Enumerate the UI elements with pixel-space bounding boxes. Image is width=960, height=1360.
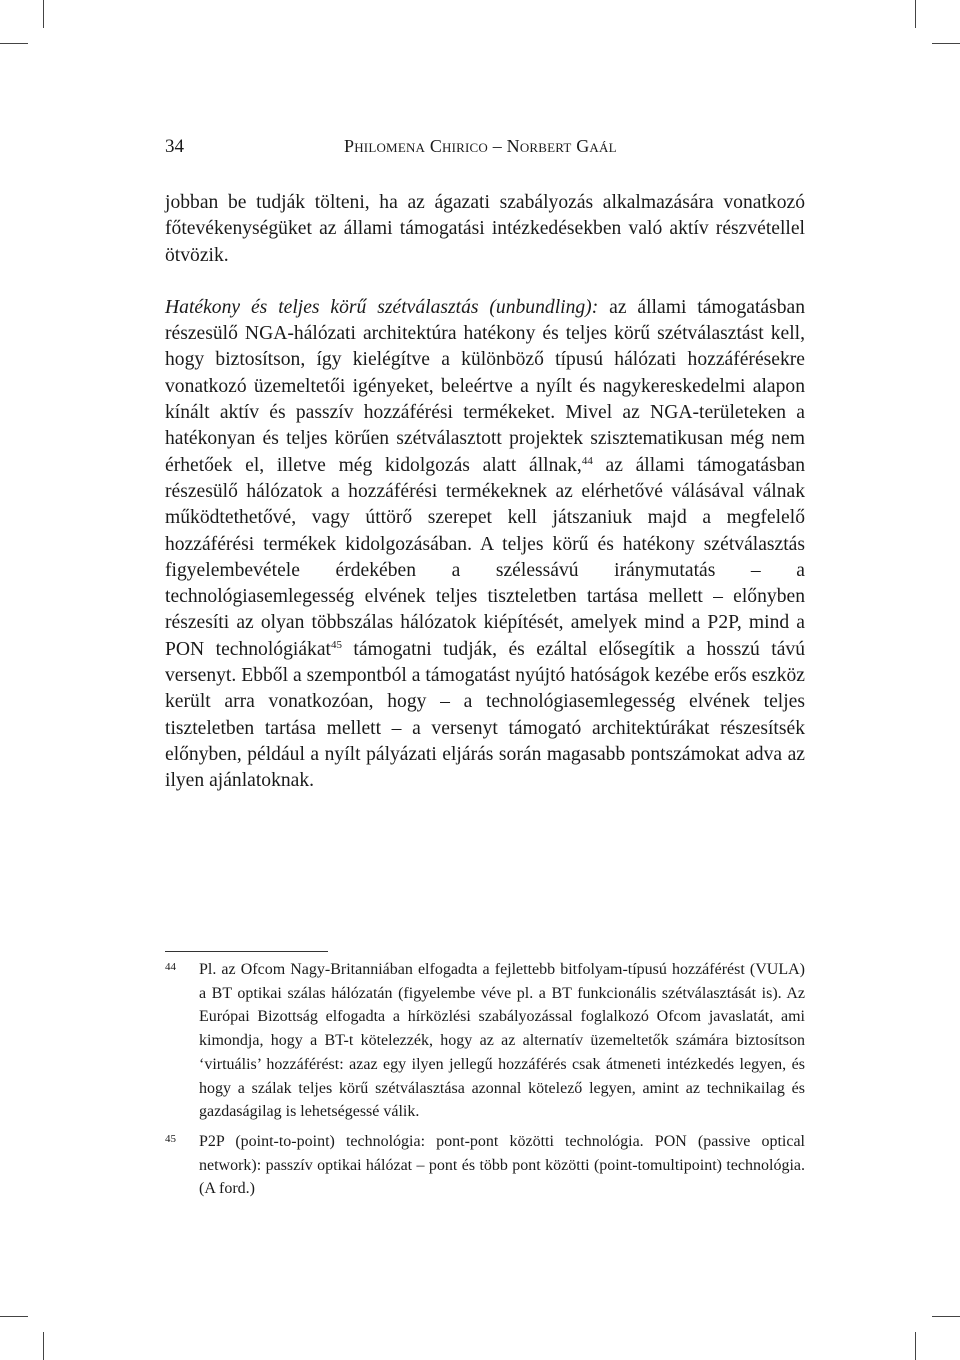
crop-mark-top-right-horizontal: [932, 43, 960, 44]
paragraph-2-text-part3: támogatni tudják, és ezáltal elősegítik a hosszú távú versenyt. Ebből a szempontból a támogatást nyújtó hatóságok kezébe erős eszköz került arra vonatkozóan, hogy – a technológiasemlegesség elvének teljes tiszteletben tartása mellett – a versenyt támogató architektúrákat részesítsék előnyben, például a nyílt pályázati eljárás során magasabb pontszámokat adva az ilyen ajánlatoknak.: [165, 638, 805, 792]
paragraph-2-text-part1: az állami támogatásban részesülő NGA-hálózati architektúra hatékony és teljes körű szétválasztást kell, hogy biztosítson, így kielégítve a különböző típusú hálózati hozzáférésekre vonatkozó üzemeltetői igényeket, beleértve a nyílt és nagykereskedelmi alapon kínált aktív és passzív hozzáférési termékeket. Mivel az NGA-területeken a hatékonyan és teljes körűen szétválasztott projektek szisztematikusan még nem érhetőek el, illetve még kidolgozás alatt állnak,: [165, 296, 806, 476]
crop-mark-bottom-right-vertical: [915, 1332, 916, 1360]
paragraph-2-lead: Hatékony és teljes körű szétválasztás (unbundling):: [165, 296, 599, 318]
footnote-ref-45[interactable]: 45: [330, 638, 342, 651]
footnote-text: P2P (point-to-point) technológia: pont-pont közötti technológia. PON (passive optical network): passzív optikai hálózat – pont és több pont közötti (point-tomultipoint) technológia. (A ford.): [199, 1132, 805, 1198]
crop-mark-top-left-horizontal: [0, 43, 28, 44]
footnote-rule: [165, 951, 328, 952]
footnote-text: Pl. az Ofcom Nagy-Britanniában elfogadta a fejlettebb bitfolyam-típusú hozzáférést (VULA) a BT optikai szálas hálózatán (figyelembe véve pl. a BT funkcionális szétválasztását is). Az Európai Bizottság elfogadta a hírközlési szabályozással foglalkozó Ofcom javaslatát, ami kimondja, hogy a BT-t kötelezzék, hogy az az alternatív üzemeltetők számára biztosítson ‘virtuális’ hozzáférést: azaz egy ilyen jellegű hozzáférés csak átmeneti intézkedés legyen, és hogy a szálak teljes körű szétválasztása azonnal kötelező legyen, amint az technikailag és gazdaságilag is lehetségessé válik.: [199, 961, 805, 1121]
footnotes: [165, 958, 805, 1201]
footnote-number: 44: [165, 961, 176, 973]
running-head: [165, 136, 805, 160]
crop-mark-bottom-right-horizontal: [932, 1316, 960, 1317]
paragraph-2-text-part2: az állami támogatásban részesülő hálózatok a hozzáférési termékeknek az elérhetővé válásával válnak működtethetővé, vagy úttörő szerepet kell játszaniuk majd a megfelelő hozzáférési termékek kidolgozásában. A teljes körű és hatékony szétválasztás figyelembevétele érdekében a szélessávú iránymutatás – a technológiasemlegesség elvének teljes tiszteletben tartása mellett – előnyben részesíti az olyan többszálas hálózatok kiépítését, amelyek mind a P2P, mind a PON technológiákat: [165, 454, 806, 660]
crop-mark-bottom-left-vertical: [43, 1332, 44, 1360]
crop-mark-top-right-vertical: [915, 0, 916, 28]
running-head-authors: Philomena Chirico – Norbert Gaál: [344, 136, 617, 156]
crop-mark-bottom-left-horizontal: [0, 1316, 28, 1317]
crop-mark-top-left-vertical: [43, 0, 44, 28]
footnote-number: 45: [165, 1132, 176, 1145]
footnote-45: [165, 1130, 805, 1201]
body-text: [165, 190, 805, 795]
paragraph-1: jobban be tudják tölteni, ha az ágazati szabályozás alkalmazására vonatkozó főtevékenységüket az állami támogatási intézkedésekben való aktív részvétellel ötvözik.: [165, 192, 805, 266]
footnote-44: [165, 958, 805, 1124]
paragraph-2: [165, 295, 805, 795]
footnote-ref-44[interactable]: 44: [581, 454, 593, 467]
page-number: 34: [165, 136, 184, 157]
